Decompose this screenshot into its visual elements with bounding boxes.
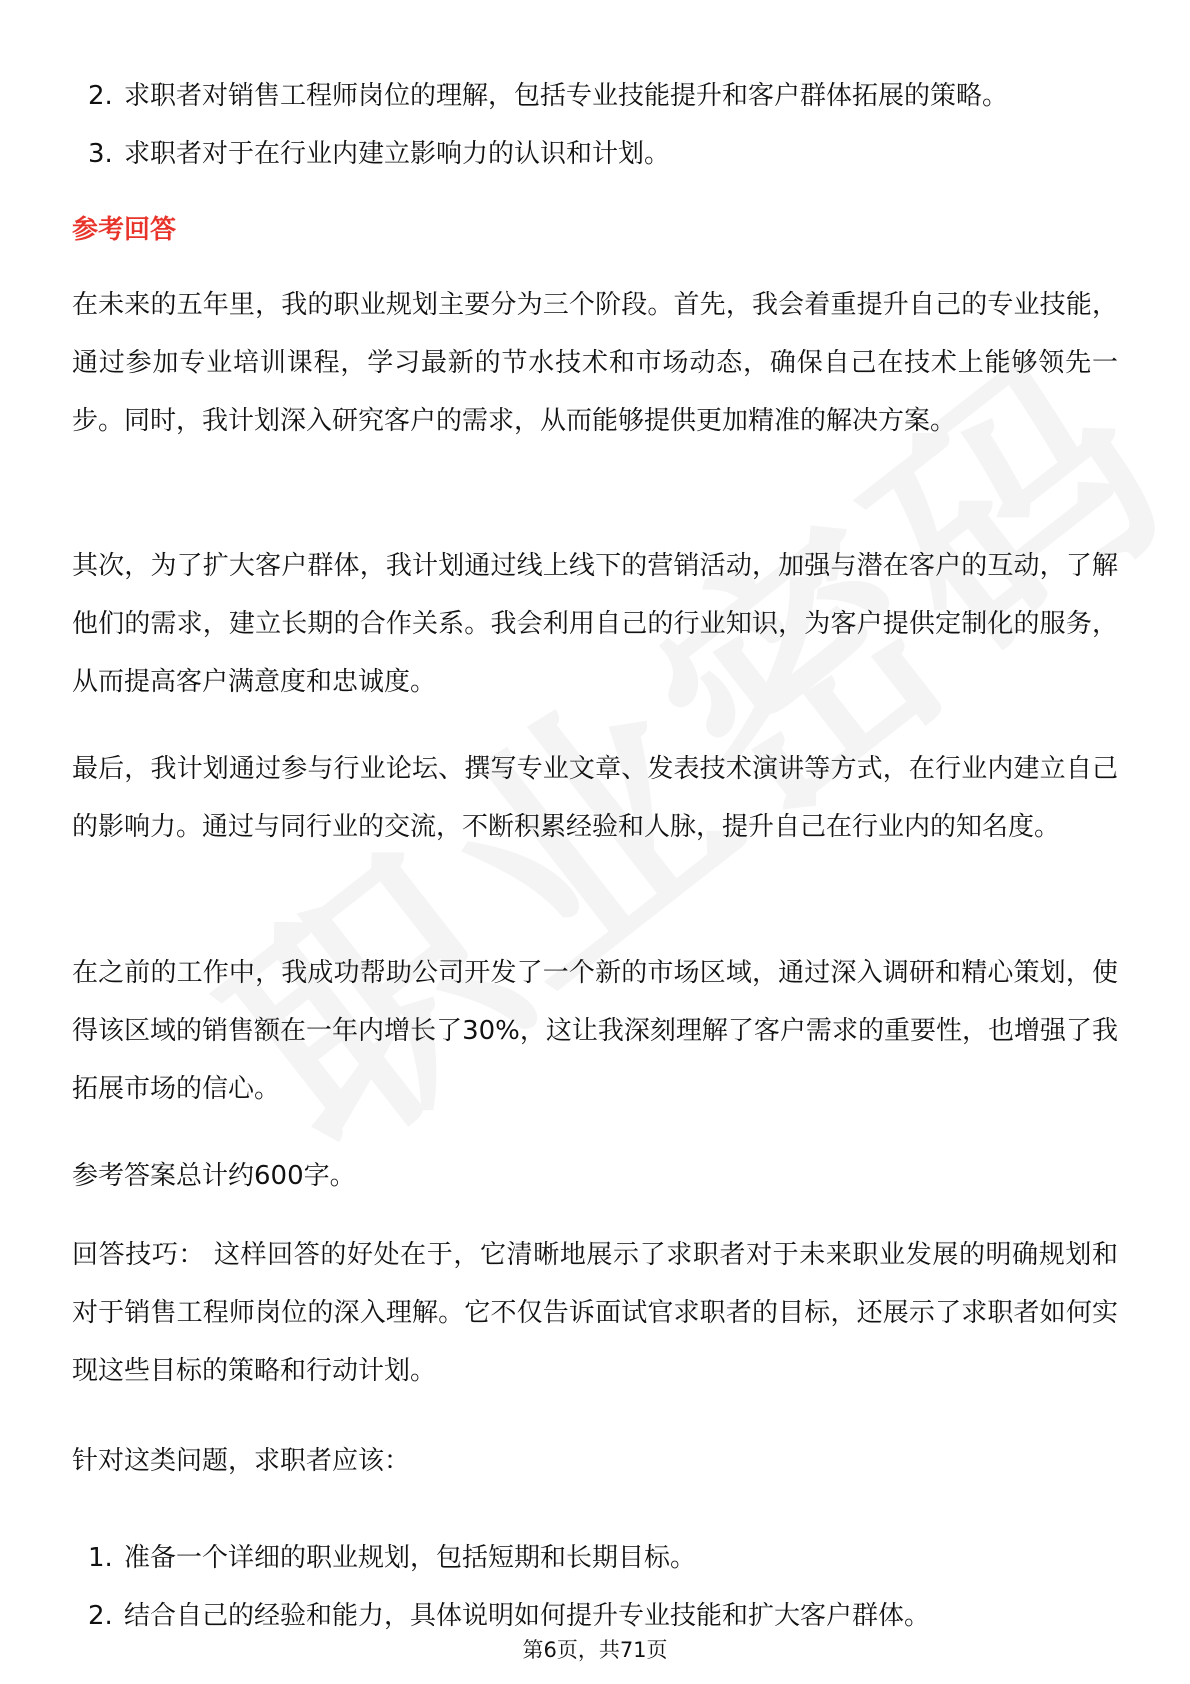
list-item: [72, 1596, 1132, 1636]
list-item: [72, 134, 1132, 174]
list-item-text: 求职者对于在行业内建立影响力的认识和计划。: [124, 139, 671, 169]
answer-paragraph: 其次，为了扩大客户群体，我计划通过线上线下的营销活动，加强与潜在客户的互动，了解他们的需求，建立长期的合作关系。我会利用自己的行业知识，为客户提供定制化的服务，从而提高客户满意度和忠诚度。: [72, 551, 1118, 697]
list-item-number: 3.: [88, 139, 113, 169]
criteria-list: [72, 76, 1132, 174]
list-item: [72, 76, 1132, 116]
list-item-number: 2.: [88, 81, 113, 111]
advice-intro: 针对这类问题，求职者应该：: [72, 1446, 411, 1476]
list-item-text: 求职者对销售工程师岗位的理解，包括专业技能提升和客户群体拓展的策略。: [124, 81, 1009, 111]
word-count-note: 参考答案总计约600字。: [72, 1161, 356, 1191]
list-item: [72, 1538, 1132, 1578]
answer-paragraph: 在之前的工作中，我成功帮助公司开发了一个新的市场区域，通过深入调研和精心策划，使得该区域的销售额在一年内增长了30%，这让我深刻理解了客户需求的重要性，也增强了我拓展市场的信心。: [72, 958, 1118, 1104]
answer-paragraph: 最后，我计划通过参与行业论坛、撰写专业文章、发表技术演讲等方式，在行业内建立自己的影响力。通过与同行业的交流，不断积累经验和人脉，提升自己在行业内的知名度。: [72, 754, 1118, 842]
list-item-number: 1.: [88, 1543, 113, 1573]
answer-paragraph: 在未来的五年里，我的职业规划主要分为三个阶段。首先，我会着重提升自己的专业技能，通过参加专业培训课程，学习最新的节水技术和市场动态，确保自己在技术上能够领先一步。同时，我计划深入研究客户的需求，从而能够提供更加精准的解决方案。: [72, 290, 1118, 436]
section-title-reference-answer: 参考回答: [72, 215, 177, 245]
list-item-text: 结合自己的经验和能力，具体说明如何提升专业技能和扩大客户群体。: [124, 1601, 931, 1631]
list-item-number: 2.: [88, 1601, 113, 1631]
answer-tips-paragraph: 回答技巧： 这样回答的好处在于，它清晰地展示了求职者对于未来职业发展的明确规划和对于销售工程师岗位的深入理解。它不仅告诉面试官求职者的目标，还展示了求职者如何实现这些目标的策略和行动计划。: [72, 1240, 1118, 1386]
advice-list: [72, 1538, 1132, 1636]
list-item-text: 准备一个详细的职业规划，包括短期和长期目标。: [124, 1543, 697, 1573]
page-number-footer: 第6页，共71页: [522, 1638, 668, 1662]
